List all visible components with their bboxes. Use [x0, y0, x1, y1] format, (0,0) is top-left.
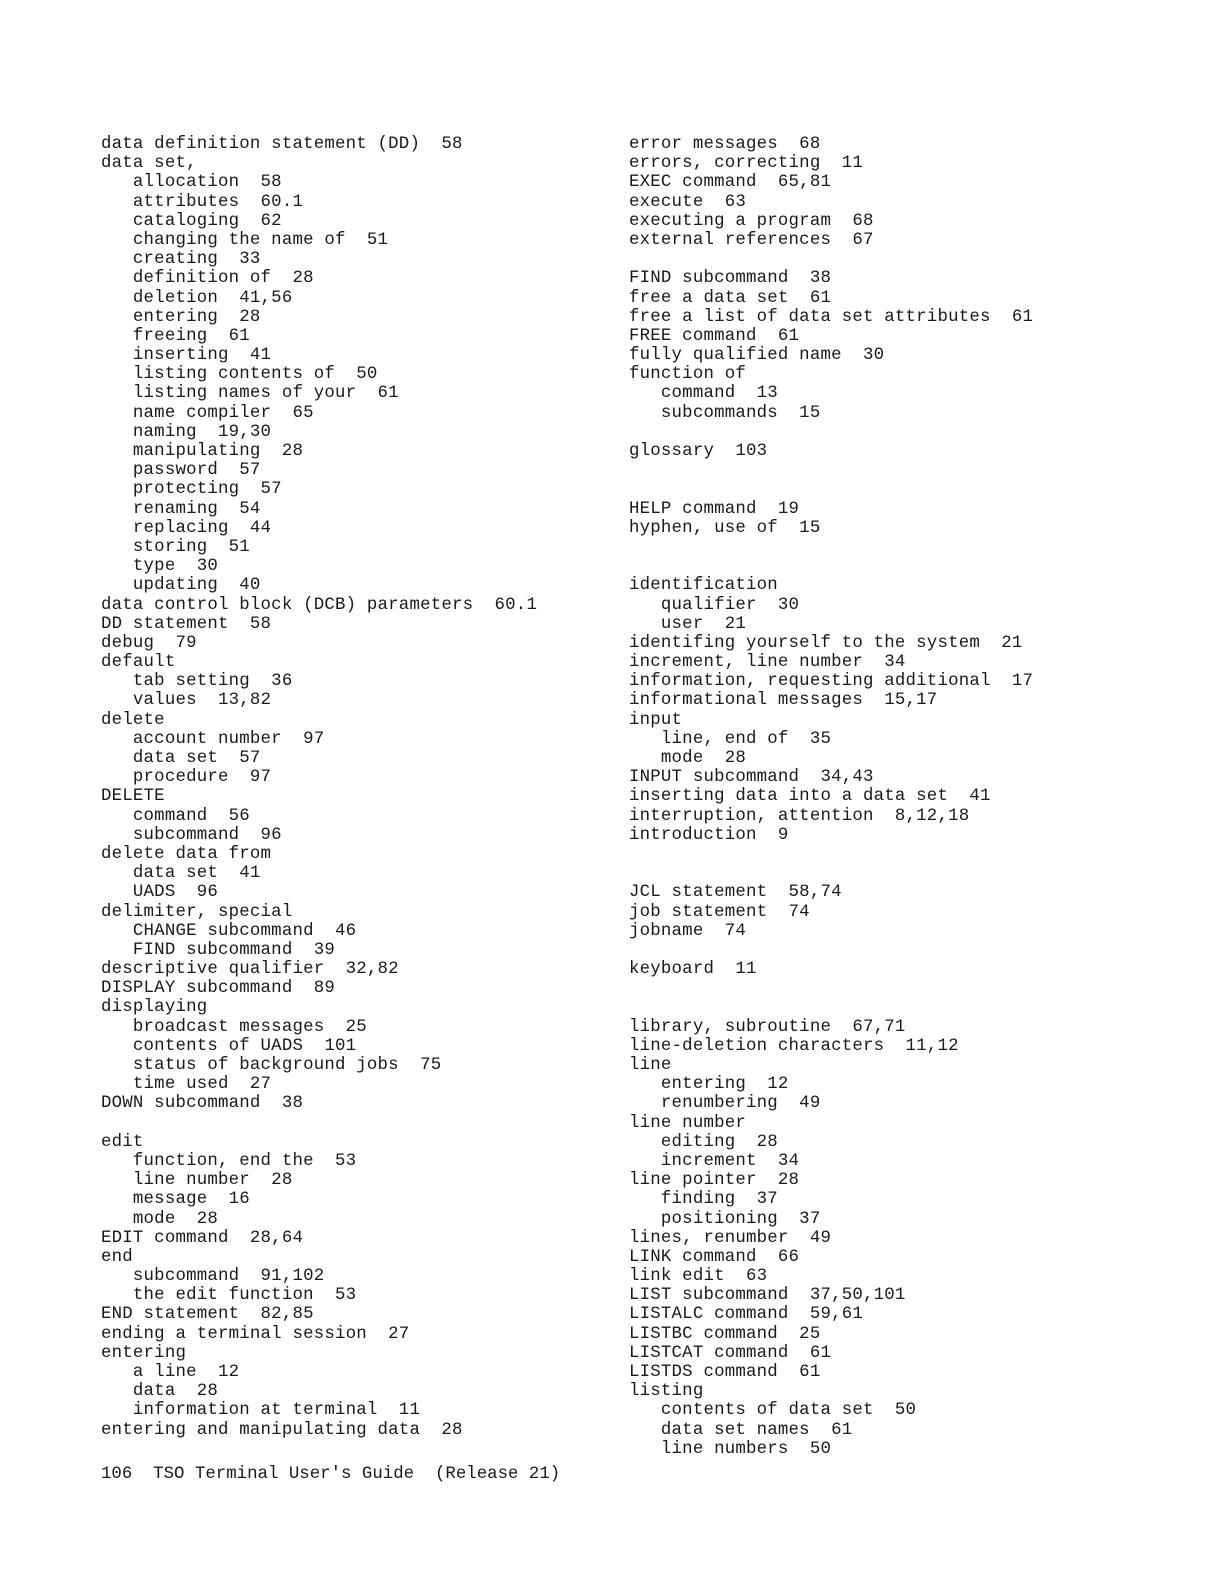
index-subentry: values 13,82: [101, 691, 272, 711]
index-entry: entering and manipulating data 28: [101, 1420, 463, 1440]
index-subentry: CHANGE subcommand 46: [101, 921, 357, 941]
index-entry: line: [629, 1056, 672, 1075]
index-subentry: line number 28: [101, 1171, 293, 1191]
index-subentry: user 21: [629, 614, 746, 634]
index-entry: data definition statement (DD) 58: [101, 135, 463, 154]
blank-line: [101, 1114, 601, 1133]
index-subentry: updating 40: [101, 576, 261, 596]
index-subentry: message 16: [101, 1190, 250, 1210]
blank-line: [629, 845, 1189, 864]
index-entry: LISTCAT command 61: [629, 1343, 832, 1363]
index-subentry: definition of 28: [101, 269, 314, 289]
index-entry: LISTDS command 61: [629, 1363, 821, 1382]
index-entry: free a data set 61: [629, 288, 832, 308]
index-entry: delimiter, special: [101, 902, 293, 922]
blank-line: [629, 461, 1189, 480]
index-entry: entering: [101, 1343, 187, 1363]
index-subentry: subcommands 15: [629, 403, 821, 423]
index-subentry: tab setting 36: [101, 672, 293, 692]
index-subentry: password 57: [101, 461, 261, 481]
index-entry: FREE command 61: [629, 326, 800, 346]
index-subentry: qualifier 30: [629, 595, 800, 615]
index-entry: HELP command 19: [629, 499, 800, 519]
blank-line: [629, 423, 1189, 442]
index-entry: DISPLAY subcommand 89: [101, 979, 335, 999]
index-subentry: broadcast messages 25: [101, 1017, 367, 1037]
index-entry: hyphen, use of 15: [629, 518, 821, 538]
index-subentry: attributes 60.1: [101, 192, 304, 212]
index-subentry: finding 37: [629, 1190, 778, 1210]
index-entry: line pointer 28: [629, 1171, 800, 1191]
index-subentry: editing 28: [629, 1132, 778, 1152]
blank-line: [629, 250, 1189, 269]
blank-line: [629, 979, 1189, 998]
index-subentry: function, end the 53: [101, 1151, 357, 1171]
index-entry: data control block (DCB) parameters 60.1: [101, 595, 538, 615]
index-entry: execute 63: [629, 192, 746, 212]
index-entry: edit: [101, 1132, 144, 1152]
index-subentry: renumbering 49: [629, 1094, 821, 1114]
index-entry: DD statement 58: [101, 614, 272, 634]
index-subentry: contents of UADS 101: [101, 1036, 357, 1056]
index-entry: keyboard 11: [629, 960, 757, 980]
index-subentry: listing contents of 50: [101, 365, 378, 385]
index-entry: LIST subcommand 37,50,101: [629, 1286, 906, 1306]
index-subentry: allocation 58: [101, 173, 282, 193]
index-subentry: FIND subcommand 39: [101, 940, 335, 960]
index-entry: delete: [101, 710, 165, 730]
index-entry: external references 67: [629, 230, 874, 250]
index-subentry: status of background jobs 75: [101, 1056, 442, 1075]
index-entry: jobname 74: [629, 921, 746, 941]
index-entry: displaying: [101, 998, 208, 1018]
index-subentry: procedure 97: [101, 768, 272, 788]
index-subentry: information at terminal 11: [101, 1401, 421, 1421]
index-subentry: line numbers 50: [629, 1439, 832, 1459]
page-footer: 106 TSO Terminal User's Guide (Release 21): [101, 1465, 561, 1484]
index-entry: DELETE: [101, 787, 165, 807]
index-entry: link edit 63: [629, 1267, 768, 1287]
index-entry: lines, renumber 49: [629, 1228, 832, 1248]
index-entry: information, requesting additional 17: [629, 672, 1034, 692]
index-subentry: entering 12: [629, 1075, 789, 1095]
index-subentry: inserting 41: [101, 346, 272, 366]
index-entry: inserting data into a data set 41: [629, 787, 991, 807]
index-entry: errors, correcting 11: [629, 154, 863, 174]
index-entry: line-deletion characters 11,12: [629, 1036, 959, 1056]
index-subentry: data 28: [101, 1382, 218, 1402]
index-subentry: creating 33: [101, 250, 261, 270]
index-entry: LINK command 66: [629, 1247, 800, 1267]
index-entry: line number: [629, 1113, 746, 1133]
index-left-column: [101, 135, 601, 1440]
index-entry: debug 79: [101, 633, 197, 653]
index-entry: default: [101, 653, 176, 673]
index-entry: JCL statement 58,74: [629, 883, 842, 903]
index-entry: library, subroutine 67,71: [629, 1017, 906, 1037]
index-subentry: UADS 96: [101, 883, 218, 903]
index-subentry: storing 51: [101, 537, 250, 557]
index-subentry: subcommand 91,102: [101, 1267, 325, 1287]
index-subentry: a line 12: [101, 1363, 240, 1382]
index-entry: ending a terminal session 27: [101, 1324, 410, 1344]
index-subentry: data set names 61: [629, 1420, 853, 1440]
index-entry: introduction 9: [629, 825, 789, 845]
index-right-column: [629, 135, 1189, 1459]
index-entry: increment, line number 34: [629, 653, 906, 673]
index-subentry: data set 57: [101, 749, 261, 768]
index-entry: input: [629, 710, 683, 730]
index-subentry: manipulating 28: [101, 442, 304, 461]
blank-line: [629, 941, 1189, 960]
index-entry: free a list of data set attributes 61: [629, 307, 1034, 327]
index-entry: listing: [629, 1382, 704, 1402]
index-entry: function of: [629, 365, 746, 385]
index-subentry: increment 34: [629, 1151, 800, 1171]
index-entry: glossary 103: [629, 442, 768, 461]
index-subentry: command 13: [629, 384, 778, 404]
index-entry: LISTBC command 25: [629, 1324, 821, 1344]
index-entry: identifing yourself to the system 21: [629, 633, 1023, 653]
index-subentry: command 56: [101, 806, 250, 826]
index-subentry: naming 19,30: [101, 422, 272, 442]
index-entry: END statement 82,85: [101, 1305, 314, 1325]
index-subentry: mode 28: [629, 749, 746, 768]
index-entry: INPUT subcommand 34,43: [629, 768, 874, 788]
index-subentry: account number 97: [101, 729, 325, 749]
index-subentry: renaming 54: [101, 499, 261, 519]
index-subentry: type 30: [101, 557, 218, 577]
index-subentry: cataloging 62: [101, 211, 282, 231]
index-entry: EXEC command 65,81: [629, 173, 832, 193]
blank-line: [629, 538, 1189, 557]
index-entry: identification: [629, 576, 778, 596]
index-subentry: changing the name of 51: [101, 230, 389, 250]
index-entry: job statement 74: [629, 902, 810, 922]
index-subentry: time used 27: [101, 1075, 272, 1095]
index-entry: informational messages 15,17: [629, 691, 938, 711]
index-entry: fully qualified name 30: [629, 346, 885, 366]
index-subentry: protecting 57: [101, 480, 282, 500]
index-entry: FIND subcommand 38: [629, 269, 832, 289]
index-subentry: replacing 44: [101, 518, 272, 538]
blank-line: [629, 480, 1189, 499]
index-entry: end: [101, 1247, 133, 1267]
index-subentry: positioning 37: [629, 1209, 821, 1229]
index-subentry: the edit function 53: [101, 1286, 357, 1306]
index-entry: delete data from: [101, 844, 272, 864]
index-entry: interruption, attention 8,12,18: [629, 806, 970, 826]
index-subentry: freeing 61: [101, 326, 250, 346]
blank-line: [629, 864, 1189, 883]
index-subentry: contents of data set 50: [629, 1401, 917, 1421]
blank-line: [629, 557, 1189, 576]
index-subentry: subcommand 96: [101, 825, 282, 845]
index-entry: LISTALC command 59,61: [629, 1305, 863, 1325]
index-subentry: name compiler 65: [101, 403, 314, 423]
index-entry: DOWN subcommand 38: [101, 1094, 304, 1114]
index-entry: data set,: [101, 154, 197, 174]
index-entry: EDIT command 28,64: [101, 1228, 304, 1248]
index-entry: descriptive qualifier 32,82: [101, 960, 399, 980]
index-entry: error messages 68: [629, 135, 821, 154]
index-subentry: mode 28: [101, 1209, 218, 1229]
index-subentry: line, end of 35: [629, 729, 832, 749]
blank-line: [629, 998, 1189, 1017]
index-subentry: listing names of your 61: [101, 384, 399, 404]
index-subentry: entering 28: [101, 307, 261, 327]
index-subentry: data set 41: [101, 864, 261, 884]
index-subentry: deletion 41,56: [101, 288, 293, 308]
index-entry: executing a program 68: [629, 211, 874, 231]
